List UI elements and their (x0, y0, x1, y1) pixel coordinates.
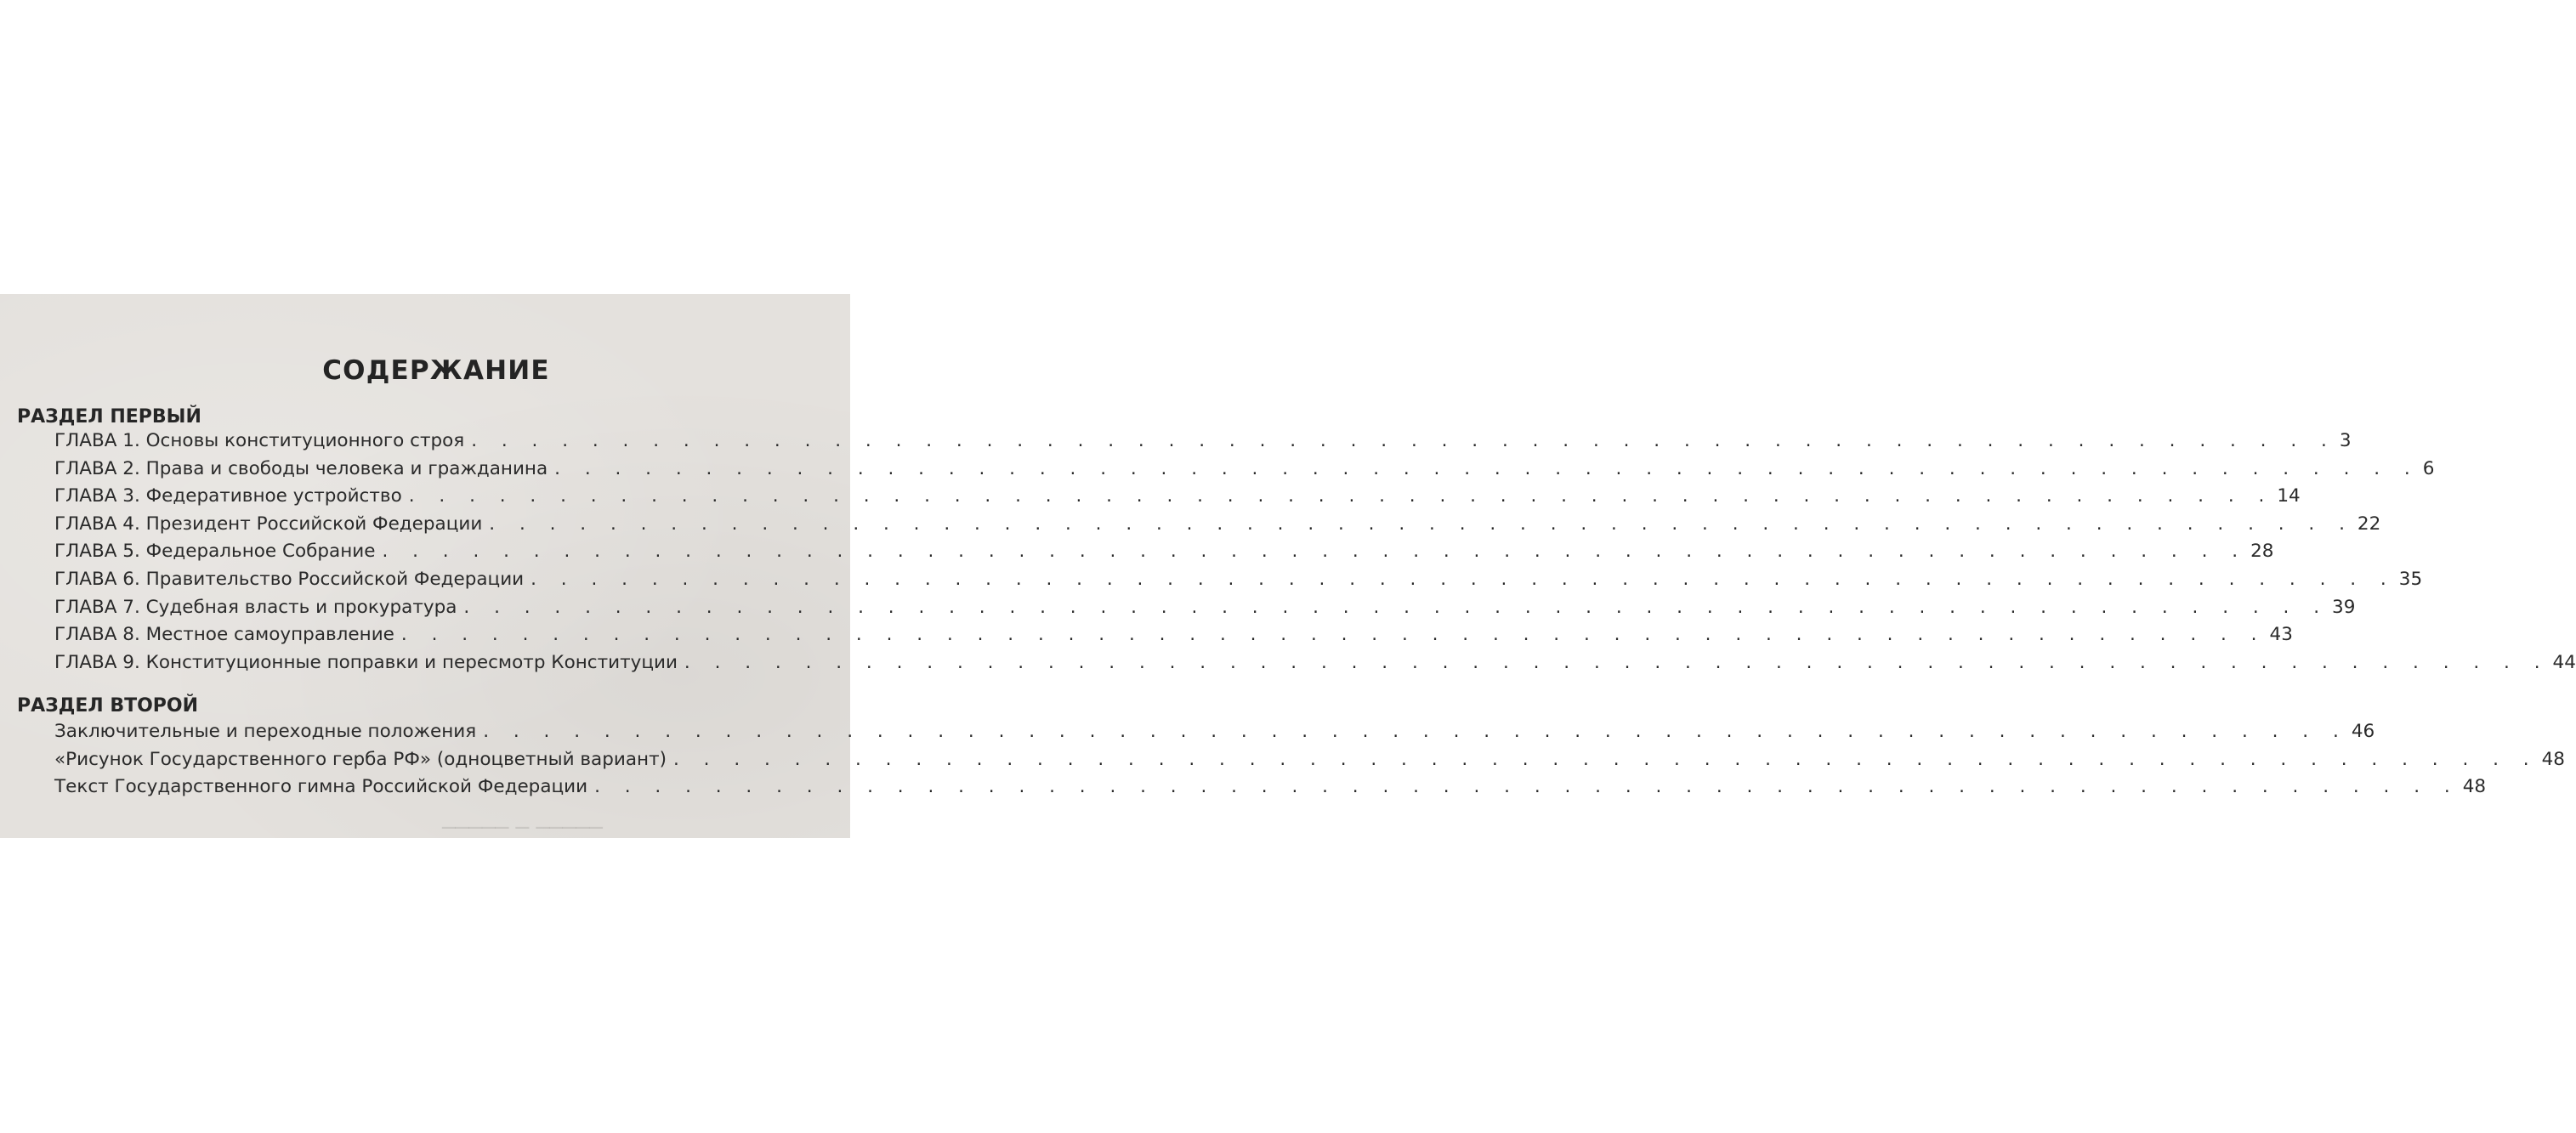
toc-leader-dots: . . . . . . . . . . . . . . . . . . . . . . . . . . . . . . . . . . . . . . . . . . . . . . . . . . . . . . . . . . . . . . (483, 721, 2348, 742)
toc-entry-title: ГЛАВА 8. Местное самоуправление (54, 624, 394, 646)
section-heading-second: РАЗДЕЛ ВТОРОЙ (17, 695, 199, 717)
toc-page-number: 14 (2277, 485, 2301, 507)
toc-leader-dots: . . . . . . . . . . . . . . . . . . . . . . . . . . . . . . . . . . . . . . . . . . . . . . . . . . . . . . . . . . . . . . (471, 430, 2336, 451)
toc-entry-title: «Рисунок Государственного герба РФ» (одноцветный вариант) (54, 748, 667, 770)
toc-leader-dots: . . . . . . . . . . . . . . . . . . . . . . . . . . . . . . . . . . . . . . . . . . . . . . . . . . . . . . . . . . . . . . (594, 776, 2460, 798)
toc-entry-title: ГЛАВА 3. Федеративное устройство (54, 485, 402, 507)
toc-entry (54, 596, 2356, 625)
toc-entry (54, 721, 2375, 749)
toc-page-number: 43 (2269, 624, 2293, 646)
toc-entry (54, 485, 2301, 513)
toc-entry-title: ГЛАВА 9. Конституционные поправки и пересмотр Конституции (54, 651, 678, 673)
toc-entry-title: ГЛАВА 4. Президент Российской Федерации (54, 513, 483, 535)
page-title: СОДЕРЖАНИЕ (322, 355, 550, 386)
toc-page-number: 6 (2422, 457, 2435, 479)
toc-leader-dots: . . . . . . . . . . . . . . . . . . . . . . . . . . . . . . . . . . . . . . . . . . . . . . . . . . . . . . . . . . . . . . (684, 651, 2550, 673)
toc-list-second (54, 721, 2565, 804)
toc-entry-title: ГЛАВА 6. Правительство Российской Федерации (54, 568, 525, 590)
toc-page-number: 22 (2357, 513, 2381, 535)
toc-entry-title: Заключительные и переходные положения (54, 721, 477, 742)
bleed-through-shadow: ───── ─ ───── (442, 814, 603, 840)
toc-entry (54, 748, 2565, 777)
toc-entry-title: ГЛАВА 7. Судебная власть и прокуратура (54, 596, 457, 618)
toc-page-number: 3 (2339, 430, 2352, 451)
toc-leader-dots: . . . . . . . . . . . . . . . . . . . . . . . . . . . . . . . . . . . . . . . . . . . . . . . . . . . . . . . . . . . . . . (408, 485, 2274, 507)
toc-entry-title: Текст Государственного гимна Российской Федерации (54, 776, 588, 798)
toc-entry-title: ГЛАВА 5. Федеральное Собрание (54, 541, 376, 563)
toc-entry (54, 430, 2352, 458)
toc-page-number: 46 (2351, 721, 2375, 742)
toc-entry (54, 457, 2435, 486)
toc-leader-dots: . . . . . . . . . . . . . . . . . . . . . . . . . . . . . . . . . . . . . . . . . . . . . . . . . . . . . . . . . . . . . . (382, 541, 2248, 563)
section-heading-first: РАЗДЕЛ ПЕРВЫЙ (17, 406, 201, 428)
toc-leader-dots: . . . . . . . . . . . . . . . . . . . . . . . . . . . . . . . . . . . . . . . . . . . . . . . . . . . . . . . . . . . . . . (489, 513, 2354, 535)
toc-leader-dots: . . . . . . . . . . . . . . . . . . . . . . . . . . . . . . . . . . . . . . . . . . . . . . . . . . . . . . . . . . . . . . (554, 457, 2420, 479)
toc-leader-dots: . . . . . . . . . . . . . . . . . . . . . . . . . . . . . . . . . . . . . . . . . . . . . . . . . . . . . . . . . . . . . . (531, 568, 2396, 590)
toc-leader-dots: . . . . . . . . . . . . . . . . . . . . . . . . . . . . . . . . . . . . . . . . . . . . . . . . . . . . . . . . . . . . . . (463, 596, 2329, 618)
scanned-page (0, 294, 2576, 840)
toc-page-number: 28 (2250, 541, 2274, 563)
toc-entry-title: ГЛАВА 1. Основы конституционного строя (54, 430, 465, 451)
toc-entry (54, 541, 2274, 569)
toc-page-number: 48 (2462, 776, 2487, 798)
toc-entry (54, 776, 2487, 804)
toc-page-number: 35 (2398, 568, 2423, 590)
toc-entry-title: ГЛАВА 2. Права и свободы человека и гражданина (54, 457, 548, 479)
toc-page-number: 39 (2332, 596, 2356, 618)
toc-entry (54, 651, 2576, 680)
toc-page-number: 48 (2541, 748, 2565, 770)
toc-list-first (54, 430, 2576, 679)
toc-page-number: 44 (2552, 651, 2576, 673)
toc-entry (54, 513, 2381, 541)
toc-entry (54, 624, 2293, 652)
toc-entry (54, 568, 2423, 597)
toc-leader-dots: . . . . . . . . . . . . . . . . . . . . . . . . . . . . . . . . . . . . . . . . . . . . . . . . . . . . . . . . . . . . . . (400, 624, 2267, 646)
toc-leader-dots: . . . . . . . . . . . . . . . . . . . . . . . . . . . . . . . . . . . . . . . . . . . . . . . . . . . . . . . . . . . . . . (673, 748, 2539, 770)
